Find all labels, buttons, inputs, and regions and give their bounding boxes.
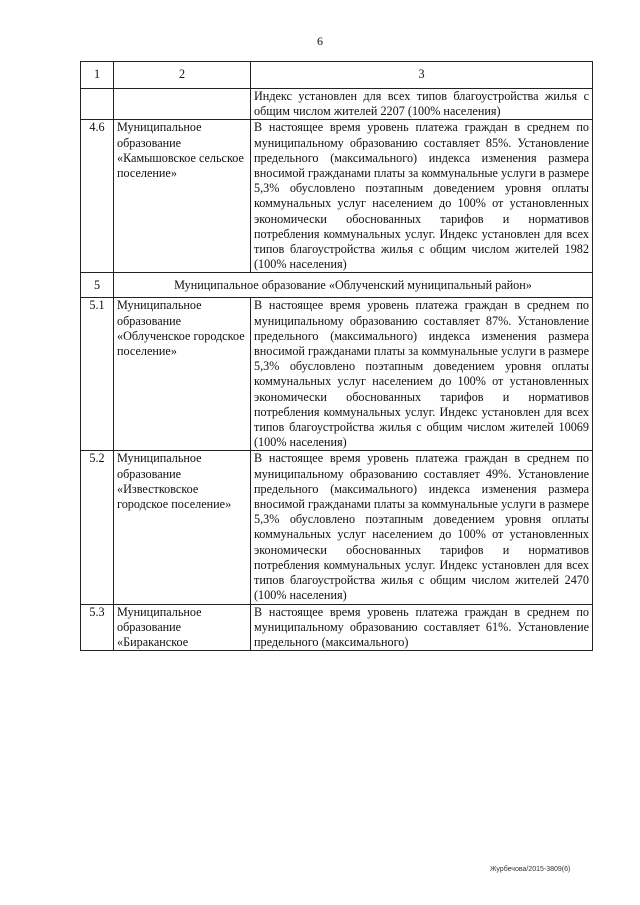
row-description: В настоящее время уровень платежа граждан в среднем по муниципальному образованию составляет 87%. Установление предельного (максимального) индекса изменения размера вносимой гражданами платы за коммунальные услуги в размере 5,3% обусловлено поэтапным доведением уровня оплаты коммунальных услуг населением до 100% от установленных экономически обоснованных тарифов и нормативов потребления коммунальных услуг. Индекс установлен для всех типов благоустройства жилья с общим числом жителей 10069 (100% населения)	[251, 298, 593, 451]
table-row	[81, 298, 593, 451]
tariff-index-table	[80, 61, 593, 651]
row-description: В настоящее время уровень платежа граждан в среднем по муниципальному образованию составляет 85%. Установление предельного (максимального) индекса изменения размера вносимой гражданами платы за коммунальные услуги в размере 5,3% обусловлено поэтапным доведением уровня оплаты коммунальных услуг населением до 100% от установленных экономически обоснованных тарифов и нормативов потребления коммунальных услуг. Индекс установлен для всех типов благоустройства жилья с общим числом жителей 1982 (100% населения)	[251, 120, 593, 273]
row-number	[81, 89, 114, 120]
column-header-3: 3	[251, 62, 593, 89]
column-header-1: 1	[81, 62, 114, 89]
table-row	[81, 451, 593, 604]
table-row	[81, 604, 593, 651]
municipality-name: Муниципальное образование «Бираканское	[114, 604, 251, 651]
section-row	[81, 273, 593, 298]
row-number: 5.2	[81, 451, 114, 604]
row-description: В настоящее время уровень платежа граждан в среднем по муниципальному образованию составляет 61%. Установление предельного (максимального)	[251, 604, 593, 651]
section-title: Муниципальное образование «Облученский муниципальный район»	[114, 273, 593, 298]
section-number: 5	[81, 273, 114, 298]
document-footer-code: Журбечова/2015-3809(6)	[490, 866, 571, 873]
table-header-row	[81, 62, 593, 89]
page-number: 6	[317, 34, 323, 48]
table-row	[81, 89, 593, 120]
municipality-name: Муниципальное образование «Известковское городское поселение»	[114, 451, 251, 604]
row-description: Индекс установлен для всех типов благоустройства жилья с общим числом жителей 2207 (100% населения)	[251, 89, 593, 120]
municipality-name	[114, 89, 251, 120]
row-description: В настоящее время уровень платежа граждан в среднем по муниципальному образованию составляет 49%. Установление предельного (максимального) индекса изменения размера вносимой гражданами платы за коммунальные услуги в размере 5,3% обусловлено поэтапным доведением уровня оплаты коммунальных услуг населением до 100% от установленных экономически обоснованных тарифов и нормативов потребления коммунальных услуг. Индекс установлен для всех типов благоустройства жилья с общим числом жителей 2470 (100% населения)	[251, 451, 593, 604]
row-number: 4.6	[81, 120, 114, 273]
row-number: 5.3	[81, 604, 114, 651]
municipality-name: Муниципальное образование «Облученское городское поселение»	[114, 298, 251, 451]
column-header-2: 2	[114, 62, 251, 89]
municipality-name: Муниципальное образование «Камышовское сельское поселение»	[114, 120, 251, 273]
row-number: 5.1	[81, 298, 114, 451]
table-row	[81, 120, 593, 273]
